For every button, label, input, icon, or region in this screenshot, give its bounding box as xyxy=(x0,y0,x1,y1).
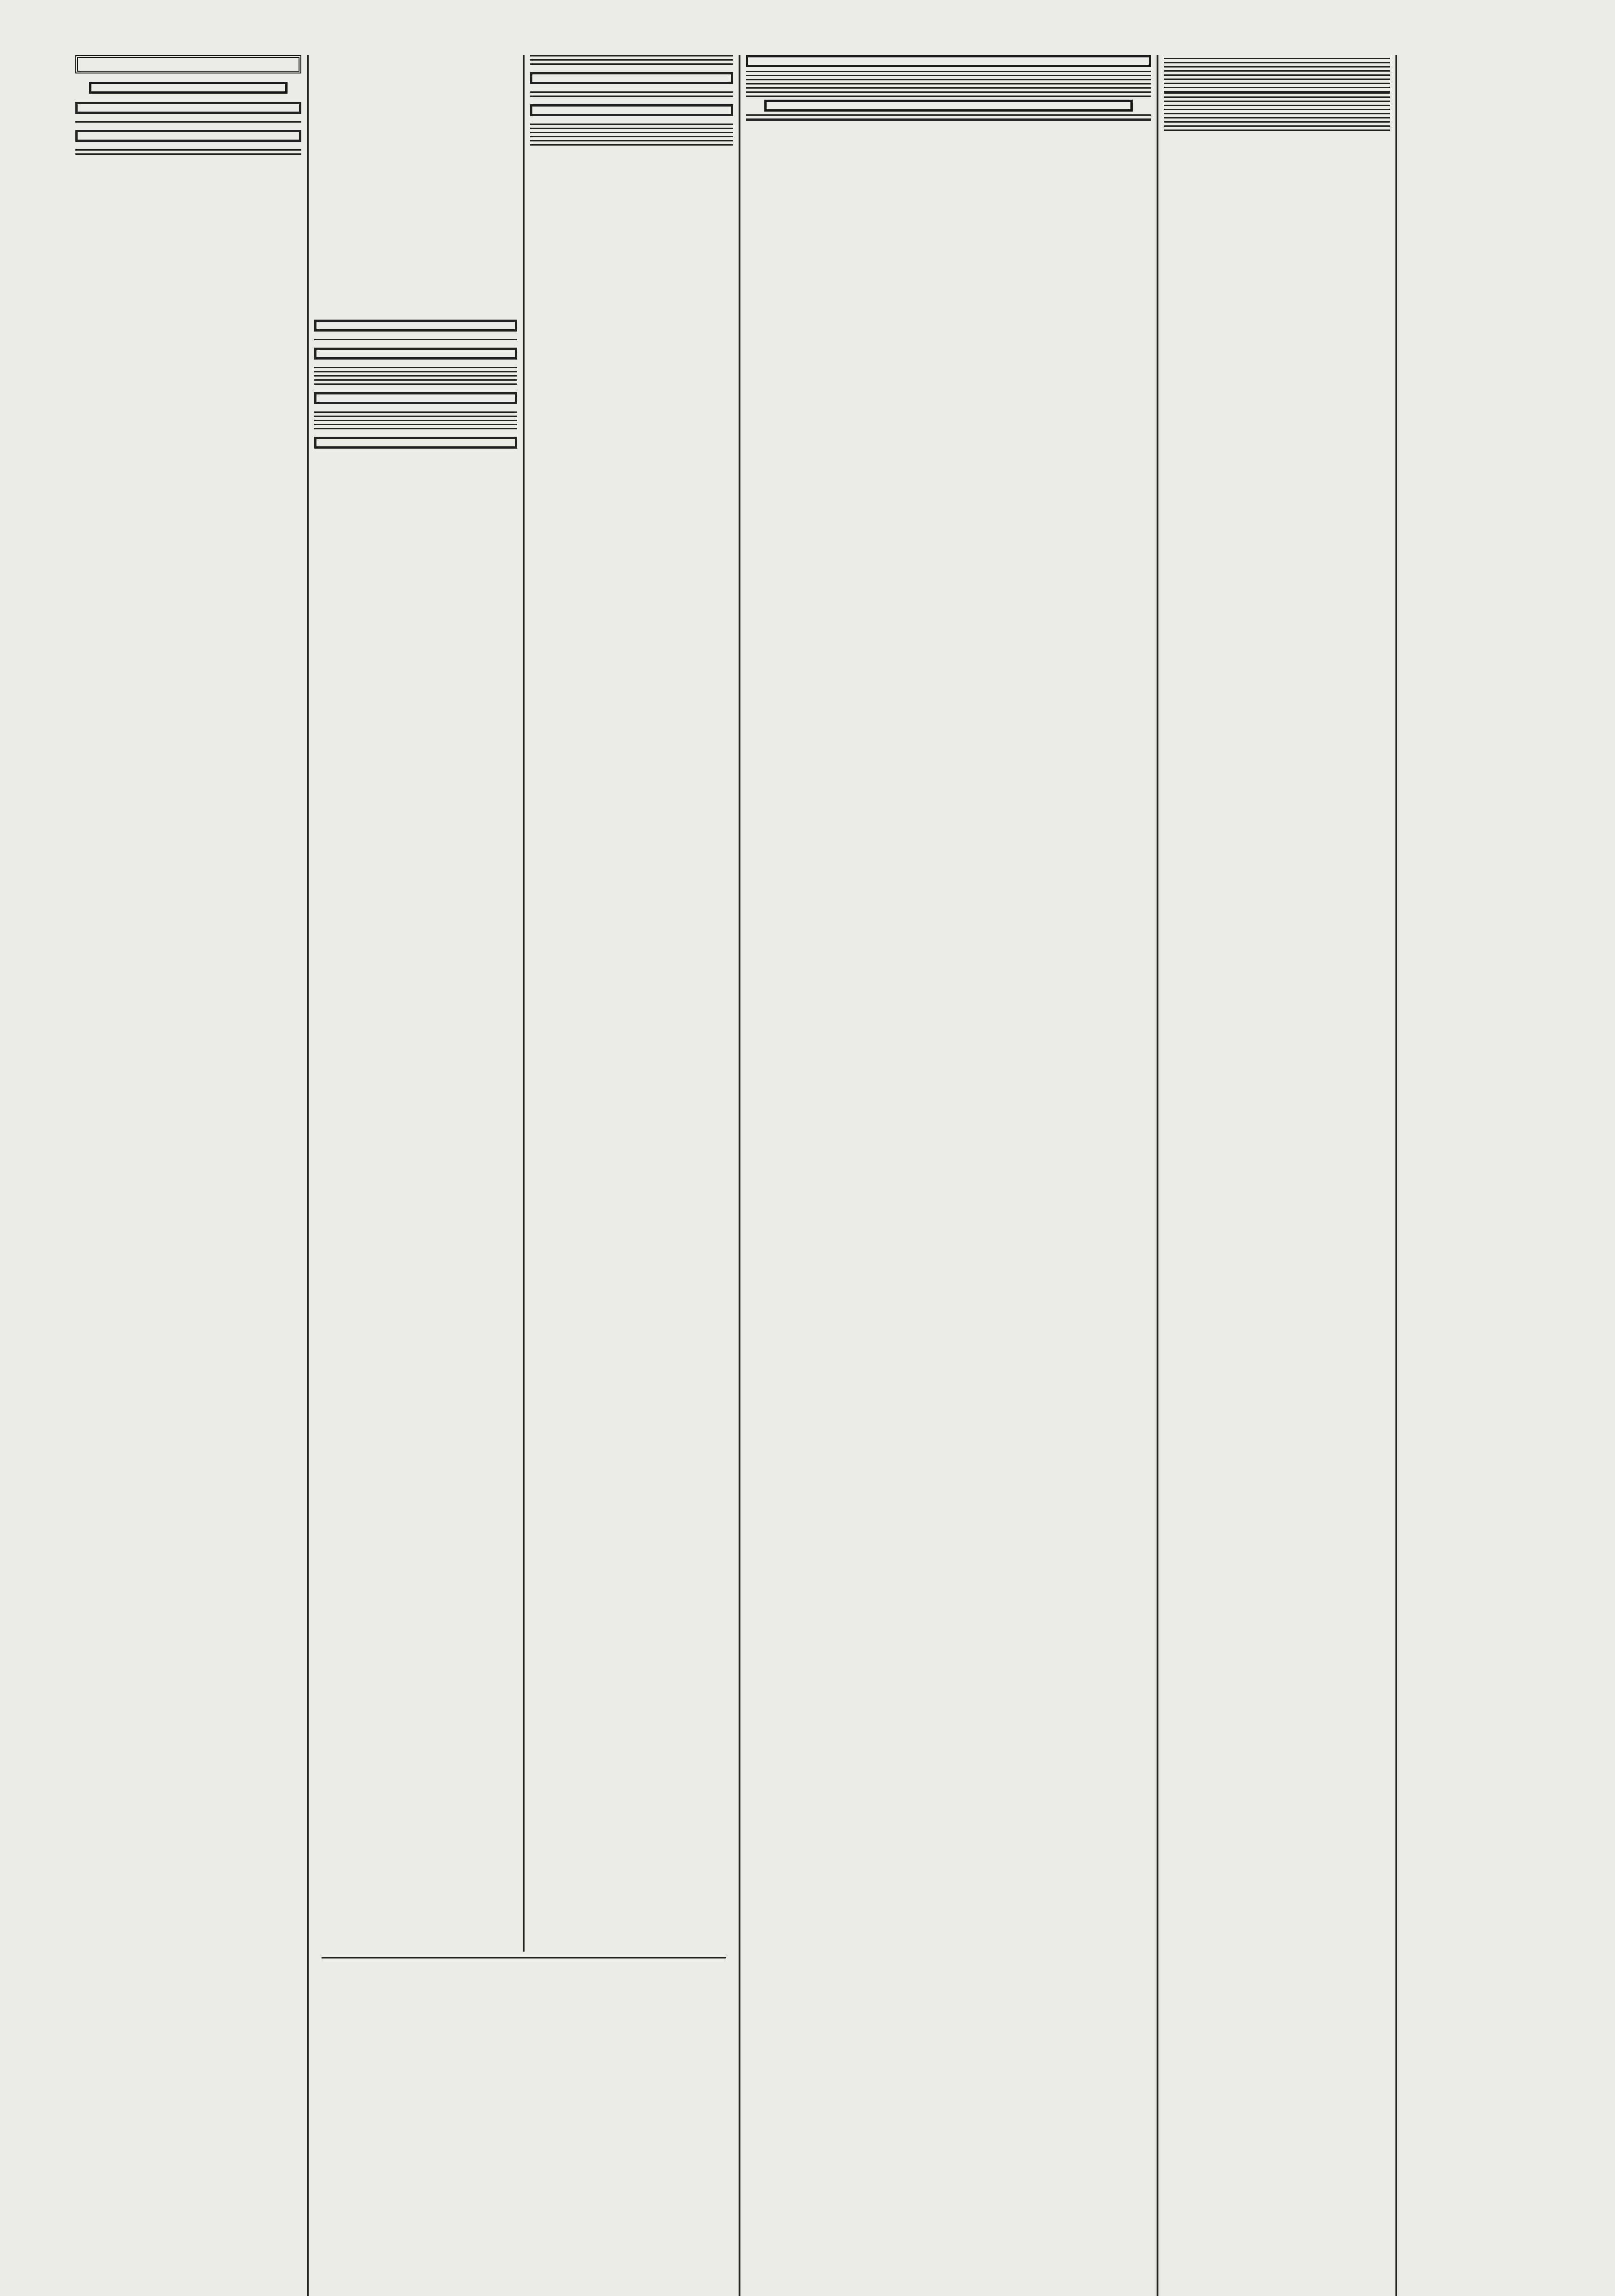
divider xyxy=(746,91,1151,93)
ad-provision xyxy=(764,100,1133,112)
divider xyxy=(746,83,1151,84)
divider xyxy=(746,118,1151,121)
divider xyxy=(530,144,733,146)
ad-anleihen xyxy=(75,149,301,155)
divider xyxy=(746,87,1151,89)
divider xyxy=(314,411,517,413)
divider xyxy=(1164,105,1390,106)
divider xyxy=(1164,125,1390,127)
divider xyxy=(746,114,1151,116)
divider xyxy=(530,140,733,141)
column-4 xyxy=(740,55,1158,2296)
divider xyxy=(314,383,517,385)
divider xyxy=(746,79,1151,80)
section-head-verloren xyxy=(314,348,517,360)
divider xyxy=(530,128,733,129)
divider xyxy=(1164,109,1390,110)
divider xyxy=(530,91,733,93)
ad-lotterie xyxy=(89,82,288,94)
divider xyxy=(1164,83,1390,84)
divider xyxy=(314,416,517,417)
divider xyxy=(746,71,1151,72)
column-5 xyxy=(1158,55,1396,2296)
divider xyxy=(314,339,517,340)
ad-annahmestellen xyxy=(746,55,1151,67)
divider xyxy=(1164,62,1390,63)
ad-loden-maentel xyxy=(75,55,301,73)
divider xyxy=(75,153,301,155)
divider xyxy=(530,59,733,61)
ad-top-logis xyxy=(530,55,733,56)
section-head-miet-gesuche xyxy=(314,392,517,404)
divider xyxy=(314,420,517,421)
divider xyxy=(1164,91,1390,94)
divider xyxy=(1164,121,1390,123)
section-head-gefunden xyxy=(314,320,517,332)
section-head-anzuleihen xyxy=(75,130,301,142)
divider xyxy=(1164,87,1390,88)
divider xyxy=(1164,113,1390,114)
divider xyxy=(314,375,517,377)
divider xyxy=(322,1957,726,1958)
divider xyxy=(75,149,301,151)
divider xyxy=(314,424,517,425)
divider xyxy=(530,124,733,125)
divider xyxy=(314,371,517,372)
divider xyxy=(530,63,733,65)
section-head-zu-vermieten xyxy=(314,437,517,449)
divider xyxy=(746,75,1151,76)
column-rule xyxy=(1395,55,1397,2296)
divider xyxy=(1164,66,1390,68)
section-head-zu-verleihen xyxy=(75,102,301,114)
divider xyxy=(314,379,517,381)
divider xyxy=(746,96,1151,97)
divider xyxy=(1164,58,1390,59)
section-head-offene-stellen xyxy=(530,104,733,116)
divider xyxy=(1164,129,1390,131)
divider xyxy=(314,367,517,368)
divider xyxy=(1164,101,1390,102)
divider xyxy=(314,428,517,429)
divider xyxy=(530,96,733,97)
divider xyxy=(1164,79,1390,80)
divider xyxy=(1164,70,1390,72)
divider xyxy=(530,136,733,137)
column-1 xyxy=(69,55,308,2296)
section-head-stellen-gesuche xyxy=(530,72,733,84)
divider xyxy=(75,121,301,123)
divider xyxy=(1164,117,1390,118)
divider xyxy=(1164,96,1390,98)
wide-ad-block xyxy=(312,1952,735,2296)
divider xyxy=(530,132,733,133)
divider xyxy=(1164,74,1390,76)
